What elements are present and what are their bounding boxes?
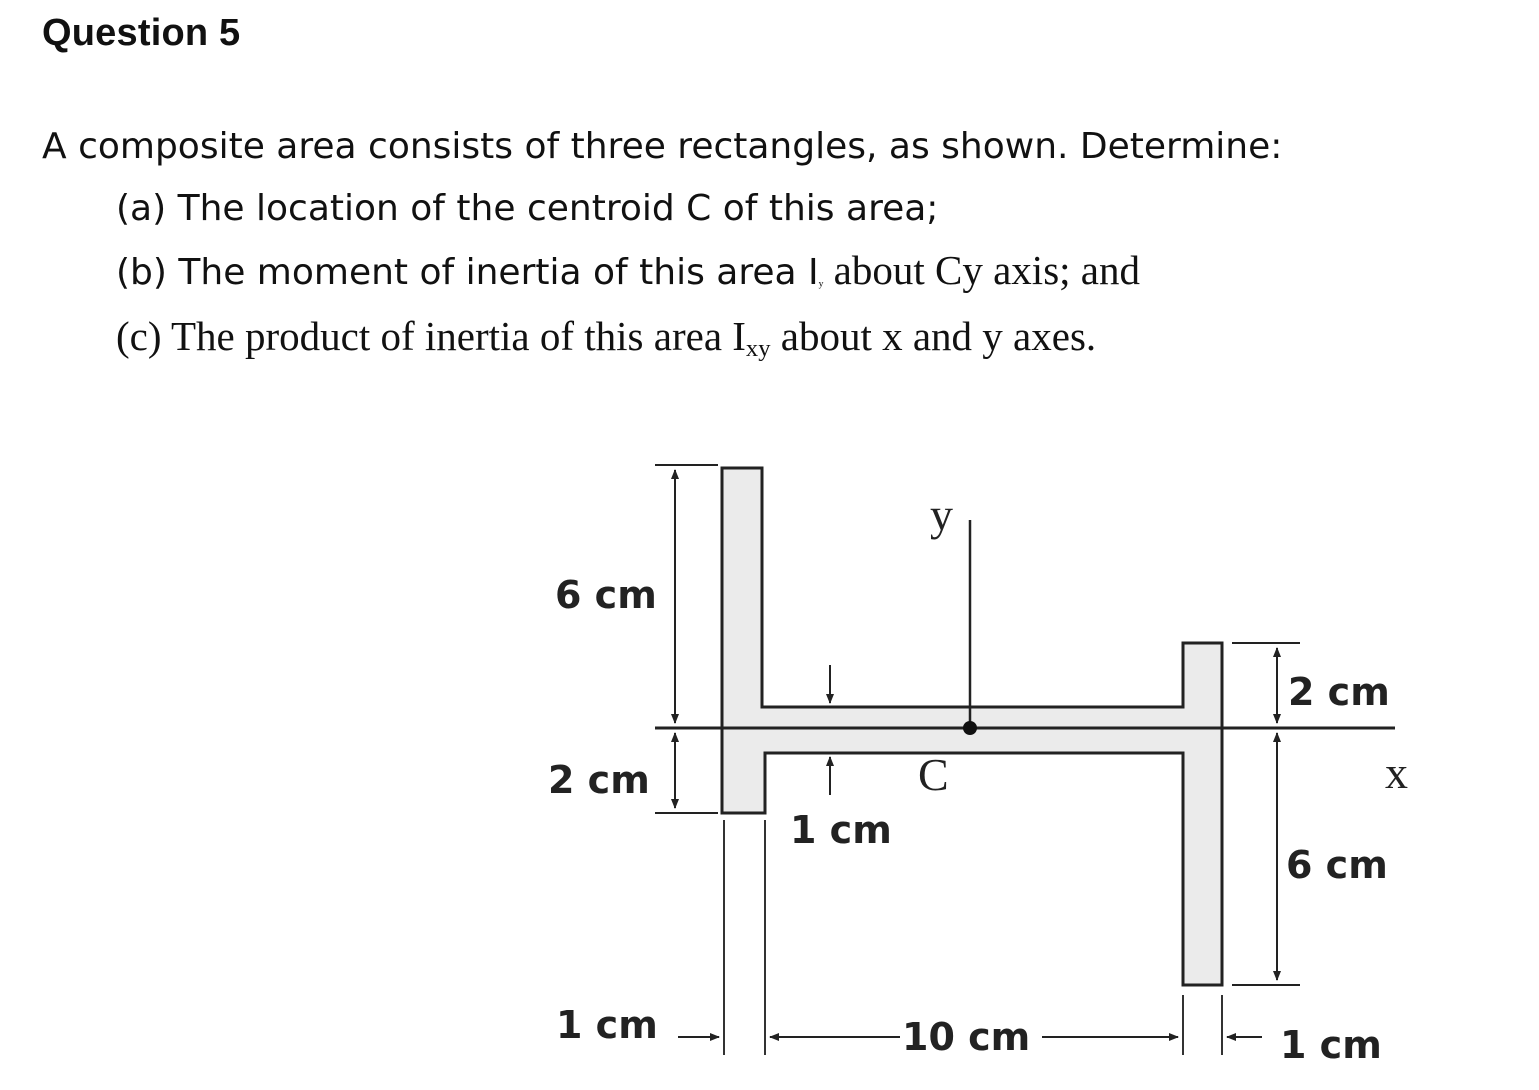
part-b-subscript: y <box>818 278 824 290</box>
label-web-thickness: 1 cm <box>790 808 892 852</box>
question-title: Question 5 <box>42 12 241 54</box>
label-right-width: 1 cm <box>1280 1023 1382 1067</box>
part-b-suffix: about Cy axis; and <box>823 247 1140 293</box>
problem-statement: A composite area consists of three rectangles, as shown. Determine: <box>42 126 1283 167</box>
label-left-width: 1 cm <box>556 1003 658 1047</box>
part-c-suffix: about x and y axes. <box>770 313 1097 359</box>
centroid-point <box>963 721 977 735</box>
label-left-height: 6 cm <box>555 573 657 617</box>
label-web-length: 10 cm <box>902 1015 1031 1059</box>
label-y-axis: y <box>930 489 953 540</box>
label-right-lower: 6 cm <box>1286 843 1388 887</box>
part-c-subscript: xy <box>745 335 771 363</box>
part-b-prefix: (b) The moment of inertia of this area I <box>116 252 819 293</box>
part-c-prefix: (c) The product of inertia of this area I <box>116 313 746 359</box>
label-left-lower: 2 cm <box>548 758 650 802</box>
label-x-axis: x <box>1385 747 1408 798</box>
part-a: (a) The location of the centroid C of this area; <box>116 188 939 229</box>
label-centroid: C <box>918 749 949 800</box>
label-right-upper: 2 cm <box>1288 670 1390 714</box>
